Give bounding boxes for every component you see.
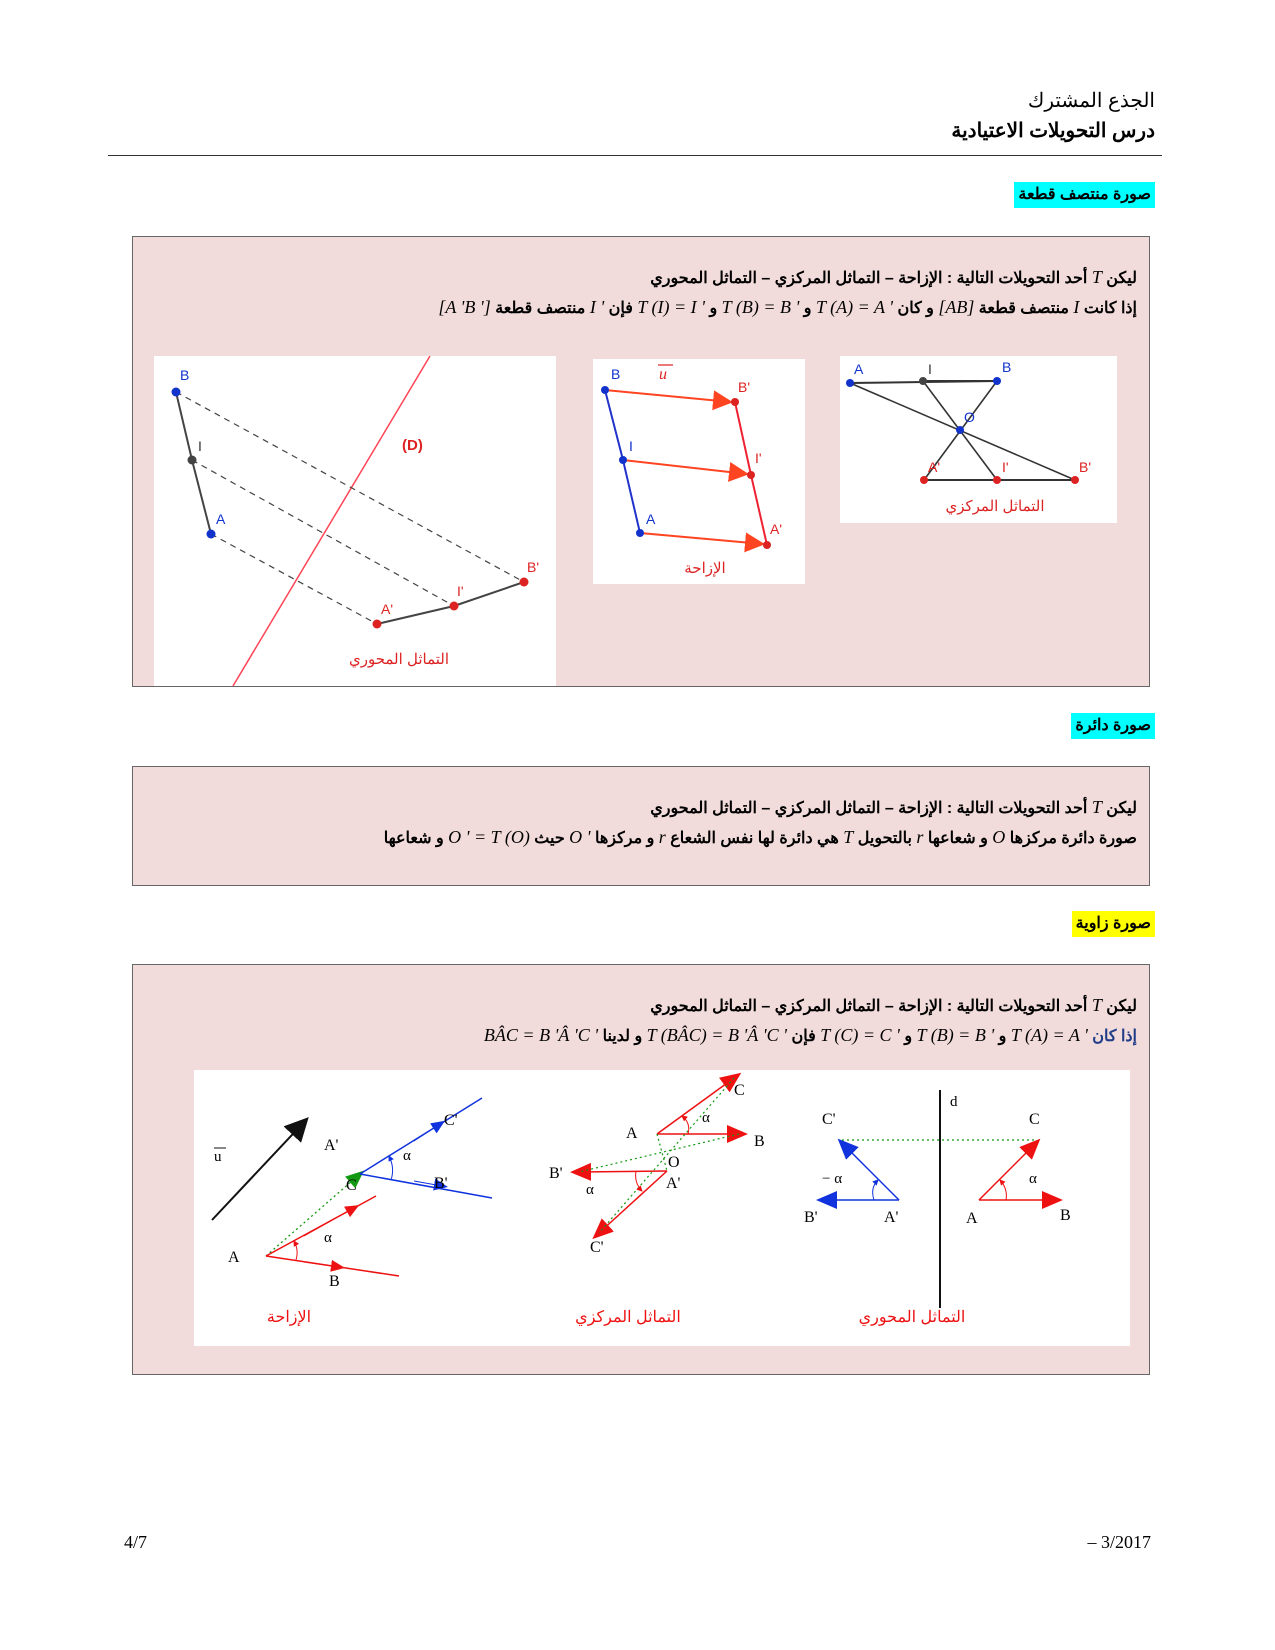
label-O: O <box>964 409 975 425</box>
text: إذا كان <box>1092 1028 1137 1045</box>
label-alpha: α <box>324 1230 332 1246</box>
label-A: A <box>216 511 226 527</box>
point-I <box>619 456 627 464</box>
label-B: B <box>611 366 621 382</box>
text: و <box>709 300 718 317</box>
math-TB: T (B) = B ' <box>721 297 800 317</box>
math-TA: T (A) = A ' <box>815 297 893 317</box>
angle-arc-BpApCp <box>389 1156 393 1180</box>
label-Ap: A' <box>770 521 783 537</box>
ray-ApBp <box>360 1174 492 1198</box>
math-OpTO: O ' = T (O) <box>448 827 530 847</box>
label-A: A <box>646 511 656 527</box>
figure-central-segment <box>840 356 1117 523</box>
axis-line <box>233 356 430 686</box>
math-T: T <box>1091 267 1102 287</box>
math-T: T <box>843 827 854 847</box>
math-T-angle: T (BÂC) = B 'Â 'C ' <box>646 1025 787 1045</box>
angle-central-figure <box>549 1078 765 1326</box>
midpoint-line2 <box>438 297 1137 318</box>
dashed-IIp <box>192 460 454 606</box>
angle-axial-figure <box>804 1090 1071 1326</box>
text: منتصف قطعة <box>978 300 1069 317</box>
section-heading-circle: صورة دائرة <box>1071 713 1155 739</box>
label-B: B <box>329 1273 340 1290</box>
label-D: (D) <box>402 437 423 454</box>
point-B <box>172 388 181 397</box>
figure-angles <box>194 1070 1130 1346</box>
math-ApBp: [A 'B '] <box>438 297 491 317</box>
circle-box <box>132 766 1150 886</box>
math-r: r <box>658 827 666 847</box>
dashed-BBp <box>176 392 524 582</box>
math-TC: T (C) = C ' <box>820 1025 900 1045</box>
point-I <box>188 456 197 465</box>
math-r: r <box>916 827 924 847</box>
text: و <box>998 1028 1007 1045</box>
segment-ApBp <box>377 582 524 624</box>
vector-BBp <box>605 390 731 402</box>
text: و <box>803 300 812 317</box>
point-A <box>207 530 216 539</box>
label-alpha: α <box>403 1148 411 1164</box>
midpoint-line1 <box>650 267 1137 288</box>
label-alpha: α <box>1029 1171 1037 1187</box>
label-A: A <box>966 1210 978 1227</box>
point-Bp <box>731 398 739 406</box>
label-Bp: B' <box>738 379 751 395</box>
section-heading-midpoint: صورة منتصف قطعة <box>1014 182 1155 208</box>
text: فإن <box>791 1028 816 1045</box>
label-Ap: A' <box>324 1137 339 1154</box>
angle-arc-BAC <box>1000 1180 1006 1200</box>
label-Ap: A' <box>381 601 394 617</box>
caption-translation: الإزاحة <box>266 1309 312 1326</box>
figure-translation-segment <box>593 359 805 584</box>
label-A: A <box>854 361 864 377</box>
label-Ip: I' <box>1002 459 1009 475</box>
label-I: I <box>198 438 202 454</box>
line-CCp <box>599 1078 734 1233</box>
text: أحد التحويلات التالية : الإزاحة – التماثل المركزي – التماثل المحوري <box>650 998 1088 1015</box>
label-Cp: C' <box>590 1239 604 1256</box>
arrow-Cp <box>414 1124 440 1141</box>
text: ليكن <box>1106 270 1137 287</box>
math-TA: T (A) = A ' <box>1010 1025 1088 1045</box>
point-Ip <box>450 602 459 611</box>
course-level: الجذع المشترك <box>1027 90 1155 112</box>
label-C: C <box>734 1082 745 1099</box>
math-Op: O ' <box>569 827 591 847</box>
math-TI: T (I) = I ' <box>637 297 706 317</box>
footer-date: – 3/2017 <box>1087 1532 1151 1552</box>
label-Ap: A' <box>666 1175 681 1192</box>
text: و كان <box>897 300 934 317</box>
label-B: B <box>180 367 190 383</box>
caption-central: التماثل المركزي <box>945 498 1045 515</box>
text: صورة دائرة مركزها <box>1009 830 1137 847</box>
point-O <box>956 426 964 434</box>
label-Bp: B' <box>549 1165 563 1182</box>
caption-translation: الإزاحة <box>684 560 726 577</box>
label-Bp: B' <box>1079 459 1092 475</box>
point-B <box>601 386 609 394</box>
figure-axial-segment <box>154 356 556 686</box>
circle-line2 <box>384 827 1137 848</box>
angle-box <box>132 964 1150 1375</box>
label-alpha: α <box>586 1182 594 1198</box>
label-Cp: C' <box>822 1111 836 1128</box>
label-A: A <box>626 1125 638 1142</box>
math-Ip: I ' <box>589 297 605 317</box>
point-A <box>846 379 854 387</box>
label-Ap: A' <box>928 459 941 475</box>
label-Ip: I' <box>755 450 762 466</box>
math-AB: [AB] <box>938 297 975 317</box>
label-I: I <box>629 438 633 454</box>
ray-ApCp <box>599 1171 667 1233</box>
label-u: u <box>659 366 667 383</box>
angle-line1 <box>650 995 1137 1016</box>
text: أحد التحويلات التالية : الإزاحة – التماثل المركزي – التماثل المحوري <box>650 270 1088 287</box>
lesson-title: درس التحويلات الاعتيادية <box>951 120 1155 142</box>
label-alpha: α <box>702 1110 710 1126</box>
ray-ApBp <box>579 1171 667 1172</box>
text: ليكن <box>1106 998 1137 1015</box>
point-Ip <box>993 476 1001 484</box>
text: بالتحويل <box>857 830 912 847</box>
point-Ap <box>763 541 771 549</box>
text: و <box>904 1028 913 1045</box>
caption-axial: التماثل المحوري <box>348 651 450 668</box>
label-B: B <box>1060 1207 1071 1224</box>
angle-translation-figure <box>212 1098 492 1326</box>
angle-line2 <box>484 1025 1137 1046</box>
label-C: C <box>346 1177 357 1194</box>
label-O: O <box>668 1154 680 1171</box>
label-I: I <box>928 361 932 377</box>
vector-AAp <box>640 533 763 544</box>
ray-ApCp <box>844 1145 899 1200</box>
header-rule <box>108 155 1162 156</box>
vector-IIp <box>623 460 747 474</box>
point-Ip <box>747 471 755 479</box>
text: و لدينا <box>602 1028 643 1045</box>
text: و شعاعها <box>383 830 444 847</box>
text: منتصف قطعة <box>495 300 586 317</box>
point-Bp <box>520 578 529 587</box>
label-Bp: B' <box>804 1209 818 1226</box>
dashed-AAp <box>211 534 377 624</box>
angle-arc-BpApCp <box>873 1180 878 1200</box>
text: و مركزها <box>594 830 655 847</box>
vector-u <box>212 1120 306 1220</box>
label-Bp: B' <box>527 559 540 575</box>
math-I: I <box>1073 297 1080 317</box>
arrow-B <box>304 1262 339 1267</box>
label-Ap: A' <box>884 1209 899 1226</box>
ray-AC <box>657 1078 734 1134</box>
math-T: T <box>1091 995 1102 1015</box>
point-Ap <box>373 620 382 629</box>
point-B <box>993 377 1001 385</box>
label-minus-alpha: − α <box>822 1171 843 1187</box>
text: و شعاعها <box>927 830 988 847</box>
label-A: A <box>228 1249 240 1266</box>
label-C: C <box>1029 1111 1040 1128</box>
label-u: u <box>214 1149 222 1165</box>
section-heading-angle: صورة زاوية <box>1072 911 1155 937</box>
text: حيث <box>534 830 565 847</box>
text: إذا كانت <box>1083 300 1137 317</box>
caption-axial: التماثل المحوري <box>858 1309 966 1326</box>
angle-arc-BAC <box>294 1241 297 1260</box>
point-Ap <box>920 476 928 484</box>
label-B: B <box>1002 359 1012 375</box>
page-number: 4/7 <box>124 1532 148 1552</box>
label-B: B <box>754 1133 765 1150</box>
text: أحد التحويلات التالية : الإزاحة – التماثل المركزي – التماثل المحوري <box>650 800 1088 817</box>
math-O: O <box>992 827 1006 847</box>
label-Ip: I' <box>457 583 464 599</box>
math-angle-equal: BÂC = B 'Â 'C ' <box>483 1025 599 1045</box>
text: فإن <box>608 300 633 317</box>
midpoint-box <box>132 236 1150 687</box>
text: ليكن <box>1106 800 1137 817</box>
math-T: T <box>1091 797 1102 817</box>
point-I <box>919 377 927 385</box>
text: هي دائرة لها نفس الشعاع <box>670 830 839 847</box>
math-TB: T (B) = B ' <box>916 1025 995 1045</box>
caption-central: التماثل المركزي <box>575 1309 681 1326</box>
label-Bp: B' <box>434 1175 448 1192</box>
circle-line1 <box>650 797 1137 818</box>
point-Bp <box>1071 476 1079 484</box>
point-A <box>636 529 644 537</box>
label-Cp: C' <box>444 1112 458 1129</box>
label-d: d <box>950 1094 958 1110</box>
